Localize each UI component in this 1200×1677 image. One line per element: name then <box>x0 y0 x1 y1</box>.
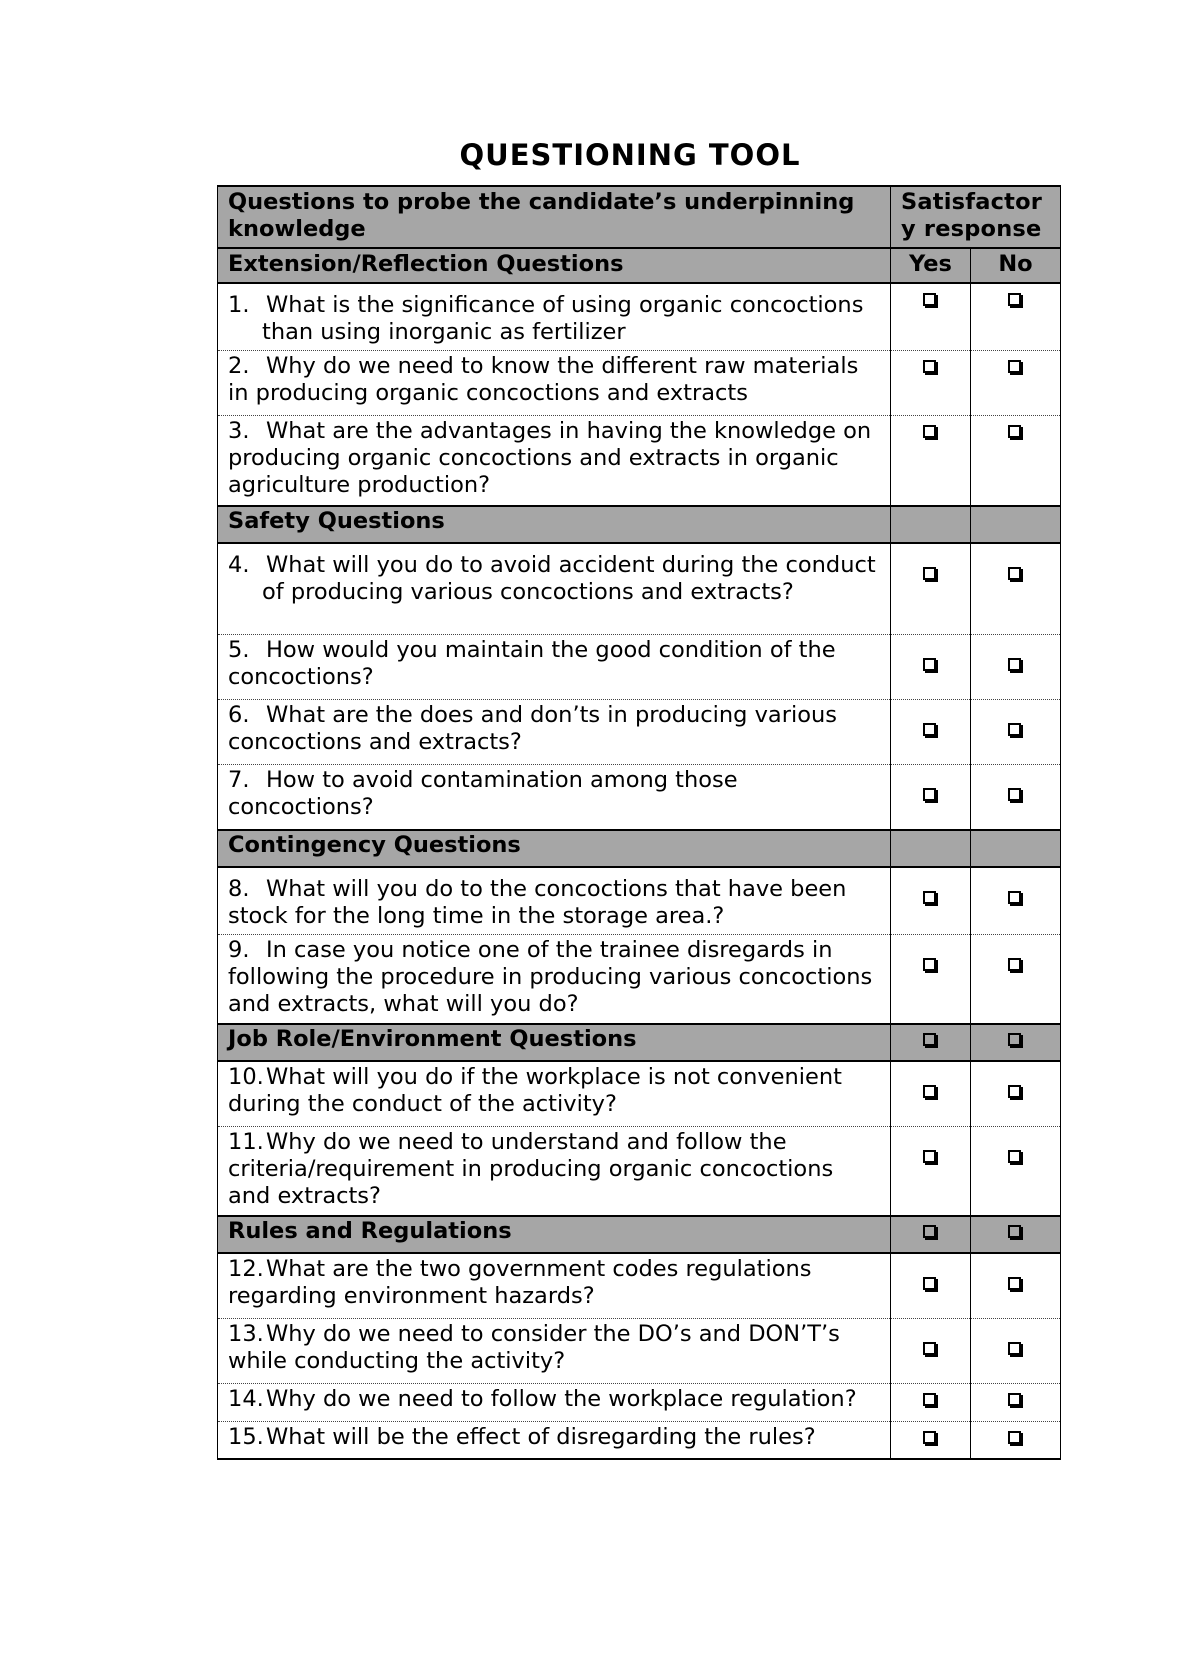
question-number: 2. <box>228 353 250 379</box>
yes-checkbox[interactable] <box>923 1085 936 1098</box>
no-checkbox[interactable] <box>1008 293 1021 306</box>
question-text: Why do we need to know the different raw materials in producing organic concoctions and extracts <box>228 353 859 406</box>
question-text: How would you maintain the good condition of the concoctions? <box>228 637 836 690</box>
section-header-row <box>218 248 1061 283</box>
yes-checkbox[interactable] <box>923 1150 936 1163</box>
no-checkbox[interactable] <box>1008 1393 1021 1406</box>
question-row <box>218 416 1061 506</box>
section-title: Extension/Reflection Questions <box>218 248 891 283</box>
page-title: QUESTIONING TOOL <box>459 138 801 172</box>
yes-column-header: Yes <box>891 248 971 283</box>
question-text: What will you do to the concoctions that have been stock for the long time in the storage area.? <box>228 875 847 929</box>
question-number: 15. <box>228 1423 264 1450</box>
question-row <box>218 1126 1061 1216</box>
no-checkbox[interactable] <box>1008 1277 1021 1290</box>
question-row <box>218 1383 1061 1421</box>
section-title: Rules and Regulations <box>218 1216 891 1253</box>
yes-checkbox[interactable] <box>923 425 936 438</box>
no-checkbox[interactable] <box>1008 1150 1021 1163</box>
no-checkbox[interactable] <box>1008 1342 1021 1355</box>
question-number: 4. <box>228 551 250 578</box>
question-text: In case you notice one of the trainee disregards in following the procedure in producing various concoctions and extracts, what will you do? <box>228 936 873 1017</box>
yes-checkbox[interactable] <box>923 788 936 801</box>
question-text: What will be the effect of disregarding the rules? <box>266 1423 816 1450</box>
no-checkbox[interactable] <box>1008 1431 1021 1444</box>
question-row <box>218 283 1061 351</box>
yes-checkbox[interactable] <box>923 293 936 306</box>
section-header-row <box>218 506 1061 543</box>
question-text: What are the advantages in having the knowledge on producing organic concoctions and extracts in organic agriculture production? <box>228 418 872 498</box>
question-text: What is the significance of using organic concoctions than using inorganic as fertilizer <box>262 292 864 345</box>
no-checkbox[interactable] <box>1008 658 1021 671</box>
question-number: 1. <box>228 292 250 318</box>
question-text: Why do we need to understand and follow the criteria/requirement in producing organic concoctions and extracts? <box>228 1128 834 1209</box>
question-number: 7. <box>228 767 250 793</box>
question-row <box>218 1253 1061 1318</box>
section-header-row <box>218 830 1061 867</box>
question-text: What will you do to avoid accident during the conduct of producing various concoctions and extracts? <box>262 551 876 605</box>
question-text: What are the two government codes regulations regarding environment hazards? <box>228 1256 812 1309</box>
no-checkbox[interactable] <box>1008 567 1021 580</box>
question-row <box>218 934 1061 1024</box>
question-number: 11. <box>228 1128 264 1155</box>
question-row <box>218 351 1061 416</box>
no-checkbox[interactable] <box>1008 958 1021 971</box>
questioning-table <box>217 185 1061 1460</box>
question-text: What will you do if the workplace is not convenient during the conduct of the activity? <box>228 1064 842 1117</box>
question-number: 8. <box>228 875 250 902</box>
question-number: 13. <box>228 1320 264 1347</box>
yes-checkbox[interactable] <box>923 723 936 736</box>
yes-checkbox[interactable] <box>923 658 936 671</box>
question-row <box>218 635 1061 700</box>
no-checkbox[interactable] <box>1008 891 1021 904</box>
no-checkbox[interactable] <box>1008 1085 1021 1098</box>
question-number: 14. <box>228 1385 264 1412</box>
questions-column-header: Questions to probe the candidate’s underpinning knowledge <box>218 186 891 248</box>
question-row <box>218 1318 1061 1383</box>
question-row <box>218 867 1061 935</box>
satisfactory-response-header: Satisfactor y response <box>891 186 1061 248</box>
question-number: 10. <box>228 1064 264 1090</box>
yes-checkbox[interactable] <box>923 1431 936 1444</box>
no-checkbox[interactable] <box>1008 788 1021 801</box>
no-checkbox[interactable] <box>1008 723 1021 736</box>
question-number: 6. <box>228 702 250 728</box>
yes-checkbox[interactable] <box>923 567 936 580</box>
question-number: 3. <box>228 418 250 444</box>
yes-checkbox[interactable] <box>923 1393 936 1406</box>
no-checkbox[interactable] <box>1008 1225 1021 1238</box>
question-row <box>218 1421 1061 1459</box>
question-text: Why do we need to follow the workplace regulation? <box>266 1385 857 1412</box>
question-text: What are the does and don’ts in producing various concoctions and extracts? <box>228 702 837 755</box>
question-row <box>218 700 1061 765</box>
section-header-row <box>218 1216 1061 1253</box>
question-row <box>218 765 1061 830</box>
section-title: Safety Questions <box>218 506 891 543</box>
yes-checkbox[interactable] <box>923 891 936 904</box>
section-title: Contingency Questions <box>218 830 891 867</box>
no-checkbox[interactable] <box>1008 425 1021 438</box>
question-row <box>218 543 1061 635</box>
question-text: How to avoid contamination among those concoctions? <box>228 767 738 820</box>
yes-checkbox[interactable] <box>923 1342 936 1355</box>
question-number: 9. <box>228 936 250 963</box>
no-checkbox[interactable] <box>1008 360 1021 373</box>
question-text: Why do we need to consider the DO’s and DON’T’s while conducting the activity? <box>228 1320 840 1374</box>
question-number: 5. <box>228 637 250 663</box>
question-number: 12. <box>228 1256 264 1282</box>
section-header-row <box>218 1024 1061 1061</box>
yes-checkbox[interactable] <box>923 360 936 373</box>
no-column-header: No <box>971 248 1061 283</box>
yes-checkbox[interactable] <box>923 1225 936 1238</box>
no-checkbox[interactable] <box>1008 1033 1021 1046</box>
yes-checkbox[interactable] <box>923 1033 936 1046</box>
yes-checkbox[interactable] <box>923 1277 936 1290</box>
table-header-row <box>218 186 1061 248</box>
question-row <box>218 1061 1061 1126</box>
yes-checkbox[interactable] <box>923 958 936 971</box>
section-title: Job Role/Environment Questions <box>218 1024 891 1061</box>
